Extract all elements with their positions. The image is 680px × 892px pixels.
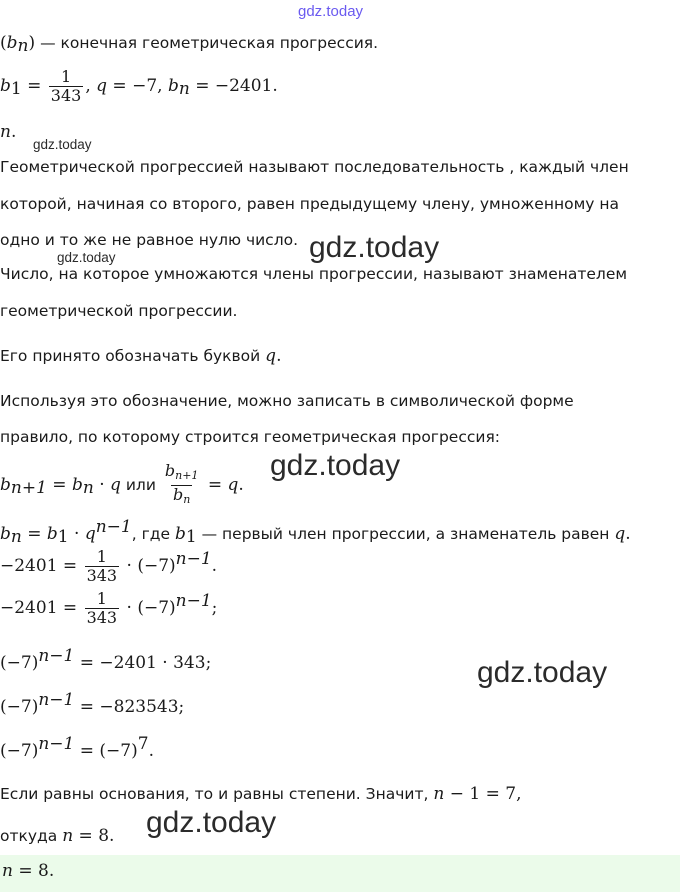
definition-line-3: одно и то же не равное нулю число. (0, 231, 299, 249)
result-line: откуда n = 8. (0, 826, 115, 846)
rule-line-2: правило, по которому строится геометрическая прогрессия: (0, 428, 500, 446)
or-text: или (125, 476, 156, 494)
equation-step-2: −2401 = $\frac{1}{343}$ · $(-7)^{n-1}$; (0, 589, 218, 627)
definition-line-1: Геометрической прогрессией называют последовательность , каждый член (0, 158, 629, 176)
fraction-1-343: $\frac{1}{343}$ (50, 67, 82, 105)
watermark: gdz.today (33, 137, 92, 152)
equation-step-4: $(-7)^{n-1} = -823543$; (0, 690, 185, 717)
fraction-ratio: $\frac{b_{n+1}}{b_n}$ (163, 462, 201, 509)
watermark: gdz.today (146, 806, 277, 839)
given-sequence-line (0, 33, 378, 56)
equation-step-1: −2401 = $\frac{1}{343}$ · $(-7)^{n-1}$. (0, 547, 218, 585)
rule-line-1: Используя это обозначение, можно записать в символической форме (0, 392, 574, 410)
watermark: gdz.today (270, 449, 401, 482)
watermark: gdz.today (477, 656, 608, 689)
answer-box (0, 855, 680, 892)
notation-line: Его принято обозначать буквой q. (0, 346, 282, 366)
definition-line-2: которой, начиная со второго, равен предыдущему члену, умноженному на (0, 195, 620, 213)
general-term-line: $b_n = b_1 \cdot q^{n-1}$, где $b_1$ — первый член прогрессии, а знаменатель равен q. (0, 517, 631, 547)
watermark: gdz.today (309, 231, 440, 264)
ratio-def-line-2: геометрической прогрессии. (0, 302, 238, 320)
equation-step-5: $(-7)^{n-1} = (-7)^7$. (0, 734, 154, 761)
ratio-def-line-1: Число, на которое умножаются члены прогрессии, называют знаменателем (0, 265, 628, 283)
conclusion-line: Если равны основания, то и равны степени. Значит, n − 1 = 7, (0, 784, 522, 804)
watermark-top: gdz.today (298, 3, 364, 20)
recurrence-formula-line: $b_{n+1} = b_n \cdot q$ или $\frac{b_{n+1}}{b_n}$ = q. (0, 462, 244, 509)
answer-text: n = 8. (2, 861, 55, 881)
watermark: gdz.today (57, 250, 116, 265)
equation-step-3: $(-7)^{n-1} = -2401 \cdot 343$; (0, 646, 212, 673)
math-sequence: $(b_n)$ (0, 33, 36, 56)
given-values-line: $b_1$ = $\frac{1}{343}$ , q = −7, $b_n = -2401$. (0, 67, 278, 105)
find-n-line: n. (0, 122, 17, 142)
given-text: — конечная геометрическая прогрессия. (40, 34, 379, 52)
